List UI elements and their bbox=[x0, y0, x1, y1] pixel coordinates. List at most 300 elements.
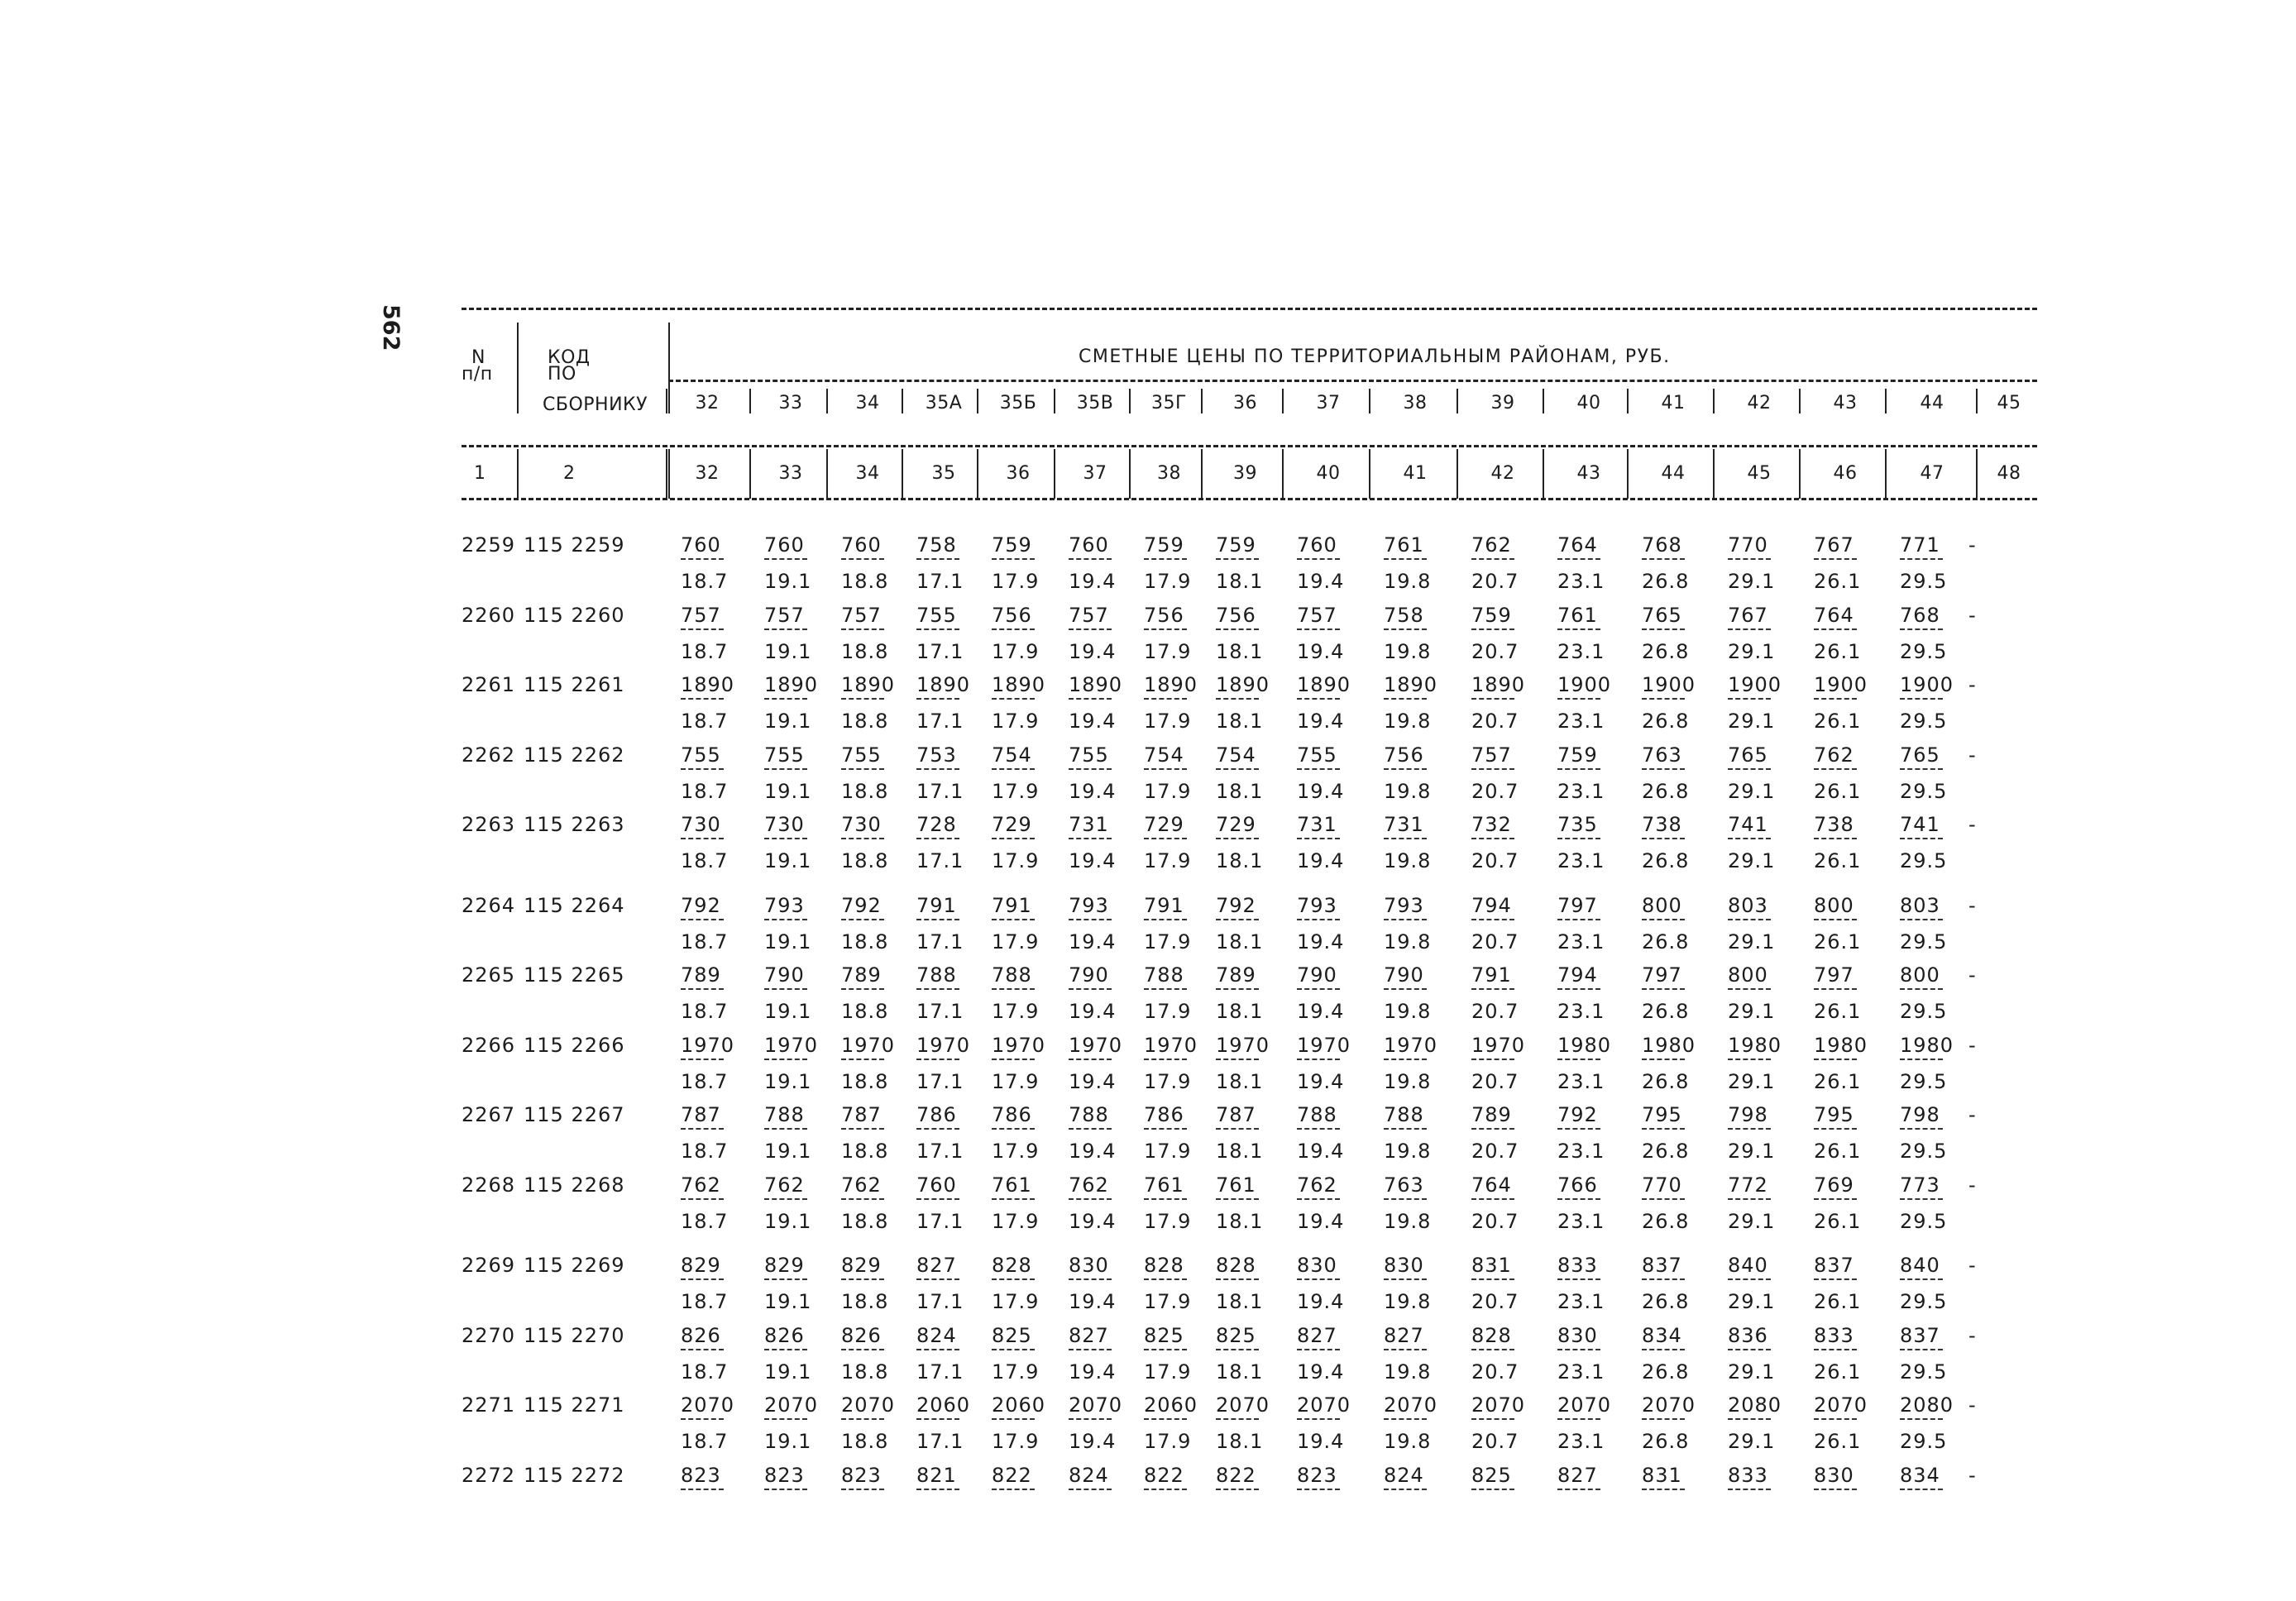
price-value: 763 bbox=[1642, 743, 1682, 767]
coefficient-value: 20.7 bbox=[1471, 1430, 1519, 1453]
coefficient-value: 19.4 bbox=[1069, 1360, 1117, 1384]
price-value: 830 bbox=[1297, 1254, 1337, 1277]
fraction-line bbox=[681, 768, 724, 770]
price-value: 790 bbox=[764, 963, 805, 987]
coefficient-value: 26.1 bbox=[1814, 710, 1862, 733]
price-value: 1980 bbox=[1814, 1033, 1868, 1057]
empty-cell-dash: - bbox=[1968, 673, 1976, 696]
price-value: 759 bbox=[992, 533, 1032, 557]
fraction-line bbox=[1069, 1059, 1112, 1060]
fraction-line bbox=[1814, 919, 1857, 920]
price-value: 793 bbox=[764, 893, 805, 917]
coefficient-value: 26.8 bbox=[1642, 710, 1690, 733]
coefficient-value: 26.8 bbox=[1642, 930, 1690, 953]
coefficient-value: 17.9 bbox=[1144, 1140, 1192, 1163]
coefficient-value: 26.8 bbox=[1642, 1430, 1690, 1453]
fraction-line bbox=[1471, 1418, 1514, 1420]
fraction-line bbox=[1216, 698, 1259, 700]
fraction-line bbox=[1216, 1059, 1259, 1060]
fraction-line bbox=[1216, 838, 1259, 839]
coefficient-value: 17.9 bbox=[992, 570, 1040, 593]
region-divider bbox=[1457, 449, 1458, 499]
price-value: 828 bbox=[1144, 1254, 1184, 1277]
header-n-pp: п/п bbox=[462, 364, 493, 385]
coefficient-value: 17.9 bbox=[1144, 930, 1192, 953]
price-value: 791 bbox=[992, 893, 1032, 917]
price-value: 757 bbox=[764, 603, 805, 627]
header-divider bbox=[668, 323, 670, 413]
coefficient-value: 17.1 bbox=[916, 1360, 964, 1384]
coefficient-value: 17.9 bbox=[1144, 779, 1192, 803]
header-regions-rule bbox=[668, 380, 2037, 382]
fraction-line bbox=[764, 1128, 807, 1130]
empty-cell-dash: - bbox=[1968, 533, 1976, 557]
header-colnum: 1 bbox=[474, 463, 486, 484]
coefficient-value: 18.7 bbox=[681, 639, 729, 663]
coefficient-value: 18.8 bbox=[841, 710, 889, 733]
fraction-line bbox=[916, 1278, 959, 1280]
fraction-line bbox=[681, 1349, 724, 1350]
price-value: 730 bbox=[841, 813, 882, 836]
fraction-line bbox=[1728, 1128, 1771, 1130]
price-value: 831 bbox=[1471, 1254, 1512, 1277]
fraction-line bbox=[764, 919, 807, 920]
fraction-line bbox=[841, 1349, 884, 1350]
fraction-line bbox=[681, 1489, 724, 1490]
price-value: 790 bbox=[1069, 963, 1109, 987]
fraction-line bbox=[1069, 838, 1112, 839]
header-colnum: 47 bbox=[1920, 463, 1944, 484]
fraction-line bbox=[681, 919, 724, 920]
coefficient-value: 29.1 bbox=[1728, 1140, 1776, 1163]
fraction-line bbox=[1144, 768, 1187, 770]
price-value: 1890 bbox=[1297, 673, 1351, 696]
price-value: 827 bbox=[916, 1254, 957, 1277]
header-colnum: 40 bbox=[1316, 463, 1341, 484]
coefficient-value: 17.1 bbox=[916, 779, 964, 803]
coefficient-value: 17.1 bbox=[916, 1000, 964, 1023]
fraction-line bbox=[1384, 1128, 1427, 1130]
fraction-line bbox=[1642, 1278, 1685, 1280]
fraction-line bbox=[1144, 988, 1187, 990]
coefficient-value: 29.1 bbox=[1728, 570, 1776, 593]
price-value: 762 bbox=[764, 1173, 805, 1197]
coefficient-value: 23.1 bbox=[1557, 570, 1605, 593]
coefficient-value: 19.1 bbox=[764, 570, 812, 593]
price-value: 757 bbox=[1069, 603, 1109, 627]
header-divider bbox=[517, 449, 519, 499]
fraction-line bbox=[841, 698, 884, 700]
price-value: 764 bbox=[1814, 603, 1854, 627]
price-value: 1890 bbox=[841, 673, 896, 696]
coefficient-value: 20.7 bbox=[1471, 639, 1519, 663]
fraction-line bbox=[1384, 988, 1427, 990]
fraction-line bbox=[681, 838, 724, 839]
price-value: 760 bbox=[1069, 533, 1109, 557]
price-value: 757 bbox=[1297, 603, 1337, 627]
fraction-line bbox=[992, 1489, 1035, 1490]
price-value: 822 bbox=[992, 1463, 1032, 1487]
header-kod-sborniku: СБОРНИКУ bbox=[543, 394, 648, 415]
price-value: 767 bbox=[1814, 533, 1854, 557]
price-value: 729 bbox=[992, 813, 1032, 836]
price-value: 731 bbox=[1069, 813, 1109, 836]
price-value: 788 bbox=[992, 963, 1032, 987]
coefficient-value: 19.4 bbox=[1069, 849, 1117, 872]
coefficient-value: 18.1 bbox=[1216, 930, 1264, 953]
coefficient-value: 20.7 bbox=[1471, 570, 1519, 593]
price-value: 762 bbox=[681, 1173, 721, 1197]
fraction-line bbox=[1557, 838, 1600, 839]
price-value: 2070 bbox=[1384, 1393, 1438, 1417]
header-region: 44 bbox=[1920, 393, 1944, 413]
fraction-line bbox=[1728, 988, 1771, 990]
price-value: 758 bbox=[1384, 603, 1424, 627]
fraction-line bbox=[1144, 1349, 1187, 1350]
coefficient-value: 19.4 bbox=[1069, 1290, 1117, 1313]
coefficient-value: 18.8 bbox=[841, 930, 889, 953]
region-divider bbox=[666, 389, 667, 413]
price-value: 789 bbox=[841, 963, 882, 987]
coefficient-value: 23.1 bbox=[1557, 1290, 1605, 1313]
price-value: 800 bbox=[1900, 963, 1940, 987]
fraction-line bbox=[1297, 628, 1340, 630]
coefficient-value: 17.9 bbox=[1144, 1000, 1192, 1023]
price-value: 2070 bbox=[681, 1393, 735, 1417]
fraction-line bbox=[992, 838, 1035, 839]
fraction-line bbox=[1384, 768, 1427, 770]
price-value: 788 bbox=[764, 1103, 805, 1126]
fraction-line bbox=[1642, 1418, 1685, 1420]
coefficient-value: 26.1 bbox=[1814, 779, 1862, 803]
price-value: 755 bbox=[1069, 743, 1109, 767]
price-value: 765 bbox=[1728, 743, 1768, 767]
price-value: 760 bbox=[764, 533, 805, 557]
coefficient-value: 18.8 bbox=[841, 1000, 889, 1023]
header-colnum: 42 bbox=[1490, 463, 1515, 484]
coefficient-value: 19.8 bbox=[1384, 1140, 1432, 1163]
fraction-line bbox=[1557, 628, 1600, 630]
price-value: 731 bbox=[1384, 813, 1424, 836]
coefficient-value: 19.4 bbox=[1069, 1069, 1117, 1093]
coefficient-value: 17.9 bbox=[992, 639, 1040, 663]
price-value: 762 bbox=[1069, 1173, 1109, 1197]
coefficient-value: 19.4 bbox=[1297, 930, 1345, 953]
price-value: 827 bbox=[1557, 1463, 1598, 1487]
coefficient-value: 19.1 bbox=[764, 639, 812, 663]
coefficient-value: 29.1 bbox=[1728, 1290, 1776, 1313]
fraction-line bbox=[841, 1418, 884, 1420]
price-value: 764 bbox=[1557, 533, 1598, 557]
price-value: 728 bbox=[916, 813, 957, 836]
header-n: N bbox=[471, 347, 486, 368]
fraction-line bbox=[841, 1059, 884, 1060]
price-value: 803 bbox=[1728, 893, 1768, 917]
coefficient-value: 19.4 bbox=[1297, 639, 1345, 663]
coefficient-value: 17.1 bbox=[916, 570, 964, 593]
price-value: 830 bbox=[1384, 1254, 1424, 1277]
fraction-line bbox=[681, 628, 724, 630]
price-value: 822 bbox=[1216, 1463, 1256, 1487]
fraction-line bbox=[841, 558, 884, 560]
price-value: 821 bbox=[916, 1463, 957, 1487]
price-value: 759 bbox=[1471, 603, 1512, 627]
header-colnum: 48 bbox=[1997, 463, 2021, 484]
empty-cell-dash: - bbox=[1968, 1393, 1976, 1417]
coefficient-value: 20.7 bbox=[1471, 1360, 1519, 1384]
fraction-line bbox=[1728, 1489, 1771, 1490]
price-value: 833 bbox=[1557, 1254, 1598, 1277]
price-value: 771 bbox=[1900, 533, 1940, 557]
empty-cell-dash: - bbox=[1968, 1463, 1976, 1487]
fraction-line bbox=[1814, 558, 1857, 560]
fraction-line bbox=[916, 1489, 959, 1490]
price-value: 829 bbox=[841, 1254, 882, 1277]
coefficient-value: 18.7 bbox=[681, 1430, 729, 1453]
coefficient-value: 19.8 bbox=[1384, 1290, 1432, 1313]
price-value: 2070 bbox=[1557, 1393, 1612, 1417]
price-value: 827 bbox=[1297, 1323, 1337, 1347]
fraction-line bbox=[1216, 768, 1259, 770]
row-number: 2259 bbox=[462, 533, 516, 557]
fraction-line bbox=[1557, 1278, 1600, 1280]
fraction-line bbox=[1384, 838, 1427, 839]
fraction-line bbox=[1471, 988, 1514, 990]
fraction-line bbox=[1297, 558, 1340, 560]
price-value: 770 bbox=[1728, 533, 1768, 557]
fraction-line bbox=[841, 628, 884, 630]
coefficient-value: 26.1 bbox=[1814, 570, 1862, 593]
fraction-line bbox=[1144, 1489, 1187, 1490]
coefficient-value: 23.1 bbox=[1557, 930, 1605, 953]
coefficient-value: 29.1 bbox=[1728, 849, 1776, 872]
price-value: 829 bbox=[764, 1254, 805, 1277]
coefficient-value: 18.1 bbox=[1216, 1000, 1264, 1023]
fraction-line bbox=[681, 988, 724, 990]
price-value: 836 bbox=[1728, 1323, 1768, 1347]
price-value: 789 bbox=[681, 963, 721, 987]
price-value: 795 bbox=[1642, 1103, 1682, 1126]
price-value: 754 bbox=[992, 743, 1032, 767]
price-value: 788 bbox=[1144, 963, 1184, 987]
coefficient-value: 19.1 bbox=[764, 779, 812, 803]
coefficient-value: 20.7 bbox=[1471, 930, 1519, 953]
price-value: 2070 bbox=[764, 1393, 819, 1417]
fraction-line bbox=[1900, 1489, 1943, 1490]
fraction-line bbox=[1814, 1418, 1857, 1420]
row-number: 2272 bbox=[462, 1463, 516, 1487]
row-code: 115 2264 bbox=[524, 893, 625, 917]
price-value: 753 bbox=[916, 743, 957, 767]
header-region: 32 bbox=[695, 393, 720, 413]
coefficient-value: 20.7 bbox=[1471, 779, 1519, 803]
fraction-line bbox=[1069, 628, 1112, 630]
coefficient-value: 19.4 bbox=[1297, 1290, 1345, 1313]
price-value: 833 bbox=[1814, 1323, 1854, 1347]
coefficient-value: 18.1 bbox=[1216, 1069, 1264, 1093]
price-value: 2070 bbox=[1069, 1393, 1123, 1417]
price-value: 797 bbox=[1642, 963, 1682, 987]
price-value: 840 bbox=[1900, 1254, 1940, 1277]
price-value: 788 bbox=[1069, 1103, 1109, 1126]
price-value: 761 bbox=[1216, 1173, 1256, 1197]
coefficient-value: 20.7 bbox=[1471, 710, 1519, 733]
fraction-line bbox=[841, 1128, 884, 1130]
price-value: 1900 bbox=[1728, 673, 1782, 696]
row-number: 2268 bbox=[462, 1173, 516, 1197]
price-value: 828 bbox=[1471, 1323, 1512, 1347]
header-region: 41 bbox=[1661, 393, 1686, 413]
price-value: 1970 bbox=[681, 1033, 735, 1057]
fraction-line bbox=[992, 558, 1035, 560]
price-value: 768 bbox=[1900, 603, 1940, 627]
price-value: 1970 bbox=[1471, 1033, 1526, 1057]
header-region: 37 bbox=[1316, 393, 1341, 413]
header-kod-po: ПО bbox=[548, 364, 576, 385]
fraction-line bbox=[681, 1198, 724, 1200]
coefficient-value: 18.7 bbox=[681, 779, 729, 803]
fraction-line bbox=[1814, 1349, 1857, 1350]
fraction-line bbox=[1144, 628, 1187, 630]
price-value: 755 bbox=[1297, 743, 1337, 767]
coefficient-value: 29.5 bbox=[1900, 1069, 1948, 1093]
region-divider bbox=[1129, 389, 1131, 413]
coefficient-value: 17.1 bbox=[916, 849, 964, 872]
header-region: 43 bbox=[1833, 393, 1858, 413]
price-value: 792 bbox=[1216, 893, 1256, 917]
fraction-line bbox=[916, 838, 959, 839]
fraction-line bbox=[1900, 558, 1943, 560]
coefficient-value: 19.1 bbox=[764, 1140, 812, 1163]
fraction-line bbox=[1900, 768, 1943, 770]
price-value: 759 bbox=[1144, 533, 1184, 557]
header-region: 35В bbox=[1076, 393, 1114, 413]
coefficient-value: 19.4 bbox=[1069, 1140, 1117, 1163]
row-number: 2266 bbox=[462, 1033, 516, 1057]
price-value: 795 bbox=[1814, 1103, 1854, 1126]
region-divider bbox=[1976, 389, 1978, 413]
fraction-line bbox=[1900, 1198, 1943, 1200]
fraction-line bbox=[1069, 919, 1112, 920]
fraction-line bbox=[1557, 1349, 1600, 1350]
price-value: 792 bbox=[841, 893, 882, 917]
price-value: 794 bbox=[1471, 893, 1512, 917]
price-value: 1890 bbox=[1144, 673, 1198, 696]
fraction-line bbox=[1557, 919, 1600, 920]
price-value: 825 bbox=[1471, 1463, 1512, 1487]
region-divider bbox=[1976, 449, 1978, 499]
coefficient-value: 19.4 bbox=[1069, 1430, 1117, 1453]
price-value: 741 bbox=[1728, 813, 1768, 836]
coefficient-value: 19.1 bbox=[764, 1069, 812, 1093]
fraction-line bbox=[1642, 838, 1685, 839]
coefficient-value: 26.8 bbox=[1642, 849, 1690, 872]
coefficient-value: 26.8 bbox=[1642, 1140, 1690, 1163]
price-value: 2060 bbox=[1144, 1393, 1198, 1417]
price-value: 787 bbox=[841, 1103, 882, 1126]
fraction-line bbox=[1471, 768, 1514, 770]
coefficient-value: 23.1 bbox=[1557, 639, 1605, 663]
price-value: 787 bbox=[681, 1103, 721, 1126]
price-value: 762 bbox=[1297, 1173, 1337, 1197]
price-value: 2060 bbox=[916, 1393, 971, 1417]
coefficient-value: 23.1 bbox=[1557, 779, 1605, 803]
header-colnum: 2 bbox=[563, 463, 576, 484]
coefficient-value: 26.8 bbox=[1642, 639, 1690, 663]
coefficient-value: 18.7 bbox=[681, 1290, 729, 1313]
price-value: 767 bbox=[1728, 603, 1768, 627]
price-value: 1890 bbox=[916, 673, 971, 696]
fraction-line bbox=[1471, 838, 1514, 839]
coefficient-value: 29.5 bbox=[1900, 710, 1948, 733]
fraction-line bbox=[992, 768, 1035, 770]
row-code: 115 2269 bbox=[524, 1254, 625, 1277]
coefficient-value: 19.1 bbox=[764, 1430, 812, 1453]
coefficient-value: 19.4 bbox=[1297, 1000, 1345, 1023]
coefficient-value: 17.1 bbox=[916, 1209, 964, 1233]
price-value: 756 bbox=[1384, 743, 1424, 767]
region-divider bbox=[749, 389, 751, 413]
price-value: 840 bbox=[1728, 1254, 1768, 1277]
fraction-line bbox=[1557, 1128, 1600, 1130]
fraction-line bbox=[916, 558, 959, 560]
fraction-line bbox=[916, 1059, 959, 1060]
row-code: 115 2261 bbox=[524, 673, 625, 696]
coefficient-value: 19.8 bbox=[1384, 849, 1432, 872]
coefficient-value: 18.8 bbox=[841, 1209, 889, 1233]
fraction-line bbox=[1557, 698, 1600, 700]
fraction-line bbox=[681, 1418, 724, 1420]
fraction-line bbox=[1471, 558, 1514, 560]
coefficient-value: 29.5 bbox=[1900, 1209, 1948, 1233]
coefficient-value: 17.1 bbox=[916, 930, 964, 953]
fraction-line bbox=[1900, 1128, 1943, 1130]
row-code: 115 2268 bbox=[524, 1173, 625, 1197]
price-value: 794 bbox=[1557, 963, 1598, 987]
price-value: 1970 bbox=[764, 1033, 819, 1057]
fraction-line bbox=[1297, 1349, 1340, 1350]
row-code: 115 2263 bbox=[524, 813, 625, 836]
coefficient-value: 18.8 bbox=[841, 779, 889, 803]
region-divider bbox=[1713, 389, 1715, 413]
price-value: 772 bbox=[1728, 1173, 1768, 1197]
fraction-line bbox=[1642, 768, 1685, 770]
empty-cell-dash: - bbox=[1968, 1033, 1976, 1057]
empty-cell-dash: - bbox=[1968, 603, 1976, 627]
empty-cell-dash: - bbox=[1968, 813, 1976, 836]
header-title: СМЕТНЫЕ ЦЕНЫ ПО ТЕРРИТОРИАЛЬНЫМ РАЙОНАМ, РУБ. bbox=[1079, 346, 1671, 367]
price-value: 730 bbox=[681, 813, 721, 836]
fraction-line bbox=[1144, 1418, 1187, 1420]
fraction-line bbox=[1384, 1059, 1427, 1060]
row-code: 115 2259 bbox=[524, 533, 625, 557]
fraction-line bbox=[1814, 1128, 1857, 1130]
price-value: 759 bbox=[1216, 533, 1256, 557]
fraction-line bbox=[916, 988, 959, 990]
coefficient-value: 23.1 bbox=[1557, 1000, 1605, 1023]
region-divider bbox=[1627, 389, 1629, 413]
coefficient-value: 23.1 bbox=[1557, 710, 1605, 733]
empty-cell-dash: - bbox=[1968, 1254, 1976, 1277]
fraction-line bbox=[841, 1489, 884, 1490]
coefficient-value: 17.9 bbox=[992, 1069, 1040, 1093]
empty-cell-dash: - bbox=[1968, 963, 1976, 987]
fraction-line bbox=[1069, 768, 1112, 770]
price-value: 1890 bbox=[1471, 673, 1526, 696]
price-value: 787 bbox=[1216, 1103, 1256, 1126]
price-value: 1970 bbox=[1144, 1033, 1198, 1057]
price-value: 1970 bbox=[992, 1033, 1046, 1057]
